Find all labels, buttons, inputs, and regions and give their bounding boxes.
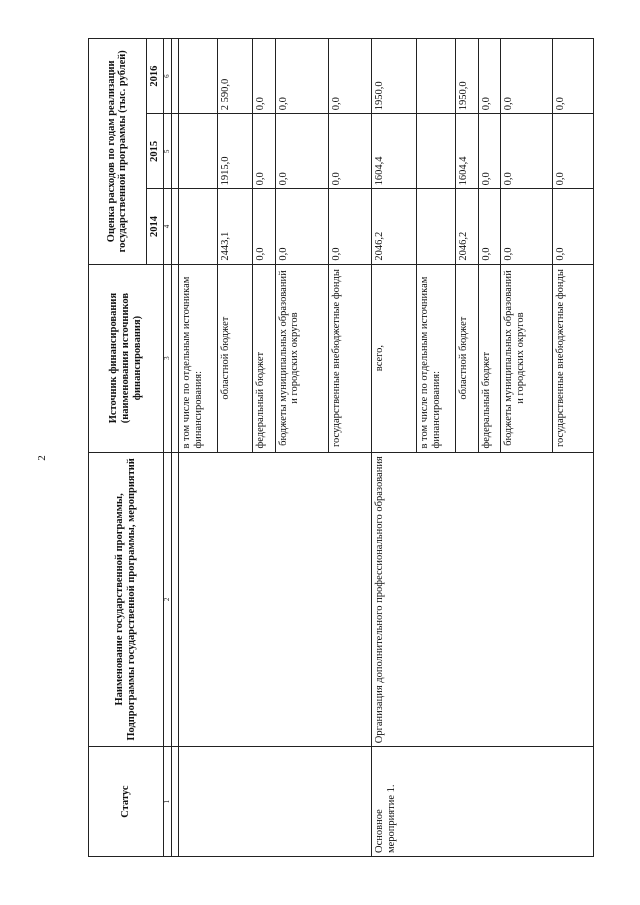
- source-label: бюджеты муниципальных образований и городских округов: [275, 264, 328, 452]
- column-number-3: 3: [163, 264, 171, 452]
- value-2015: 0,0: [275, 114, 328, 189]
- name-cell-empty: [179, 452, 372, 747]
- table-cell-empty: [171, 452, 178, 747]
- column-number-2: 2: [163, 452, 171, 747]
- value-2016: 0,0: [478, 39, 501, 114]
- value-2016: 2 590,0: [218, 39, 253, 114]
- value-2016: 1950,0: [372, 39, 417, 114]
- value-2016: [417, 39, 456, 114]
- source-label: областной бюджет: [218, 264, 253, 452]
- value-2014: 0,0: [501, 189, 552, 264]
- value-2016: 1950,0: [456, 39, 479, 114]
- rotated-page-content: [88, 38, 594, 857]
- column-number-5: 5: [163, 114, 171, 189]
- value-2015: 1915,0: [218, 114, 253, 189]
- page-number: 2: [36, 455, 48, 461]
- source-label: в том числе по отдельным источникам финансирования:: [417, 264, 456, 452]
- source-label: федеральный бюджет: [253, 264, 276, 452]
- value-2016: 0,0: [328, 39, 371, 114]
- value-2014: 2046,2: [372, 189, 417, 264]
- value-2014: 2443,1: [218, 189, 253, 264]
- source-label: всего,: [372, 264, 417, 452]
- value-2016: 0,0: [253, 39, 276, 114]
- value-2015: 0,0: [253, 114, 276, 189]
- name-cell: Организация дополнительного профессионального образования: [372, 452, 594, 747]
- header-estimate: Оценка расходов по годам реализации государственной программы (тыс. рублей): [89, 39, 147, 265]
- source-label: в том числе по отдельным источникам финансирования:: [179, 264, 218, 452]
- header-year-2014: 2014: [146, 189, 163, 264]
- value-2016: 0,0: [275, 39, 328, 114]
- value-2016: 0,0: [552, 39, 593, 114]
- value-2014: 2046,2: [456, 189, 479, 264]
- header-year-2016: 2016: [146, 39, 163, 114]
- value-2015: 0,0: [328, 114, 371, 189]
- source-label: государственные внебюджетные фонды: [552, 264, 593, 452]
- header-status: Статус: [89, 747, 164, 857]
- source-label: государственные внебюджетные фонды: [328, 264, 371, 452]
- table-cell-empty: [171, 747, 178, 857]
- column-number-1: 1: [163, 747, 171, 857]
- value-2015: 0,0: [501, 114, 552, 189]
- header-year-2015: 2015: [146, 114, 163, 189]
- value-2014: 0,0: [552, 189, 593, 264]
- source-label: областной бюджет: [456, 264, 479, 452]
- value-2014: 0,0: [328, 189, 371, 264]
- budget-table: [88, 38, 594, 857]
- value-2015: 1604,4: [456, 114, 479, 189]
- table-cell-empty: [171, 39, 178, 114]
- value-2014: [417, 189, 456, 264]
- status-cell-empty: [179, 747, 372, 857]
- source-label: федеральный бюджет: [478, 264, 501, 452]
- value-2014: 0,0: [275, 189, 328, 264]
- value-2014: 0,0: [253, 189, 276, 264]
- value-2015: 0,0: [478, 114, 501, 189]
- header-source: Источник финансирования (наименования источников финансирования): [89, 264, 164, 452]
- header-name: Наименование государственной программы, Подпрограммы государственной программы, мероприятий: [89, 452, 164, 747]
- value-2016: 0,0: [501, 39, 552, 114]
- value-2014: [179, 189, 218, 264]
- value-2015: 1604,4: [372, 114, 417, 189]
- value-2015: 0,0: [552, 114, 593, 189]
- value-2015: [179, 114, 218, 189]
- column-number-6: 6: [163, 39, 171, 114]
- status-cell: Основное мероприятие 1.: [372, 747, 594, 857]
- column-number-4: 4: [163, 189, 171, 264]
- value-2016: [179, 39, 218, 114]
- table-row: [372, 39, 417, 857]
- value-2015: [417, 114, 456, 189]
- source-label: бюджеты муниципальных образований и городских округов: [501, 264, 552, 452]
- table-cell-empty: [171, 264, 178, 452]
- table-cell-empty: [171, 114, 178, 189]
- value-2014: 0,0: [478, 189, 501, 264]
- table-cell-empty: [171, 189, 178, 264]
- table-row: [179, 39, 218, 857]
